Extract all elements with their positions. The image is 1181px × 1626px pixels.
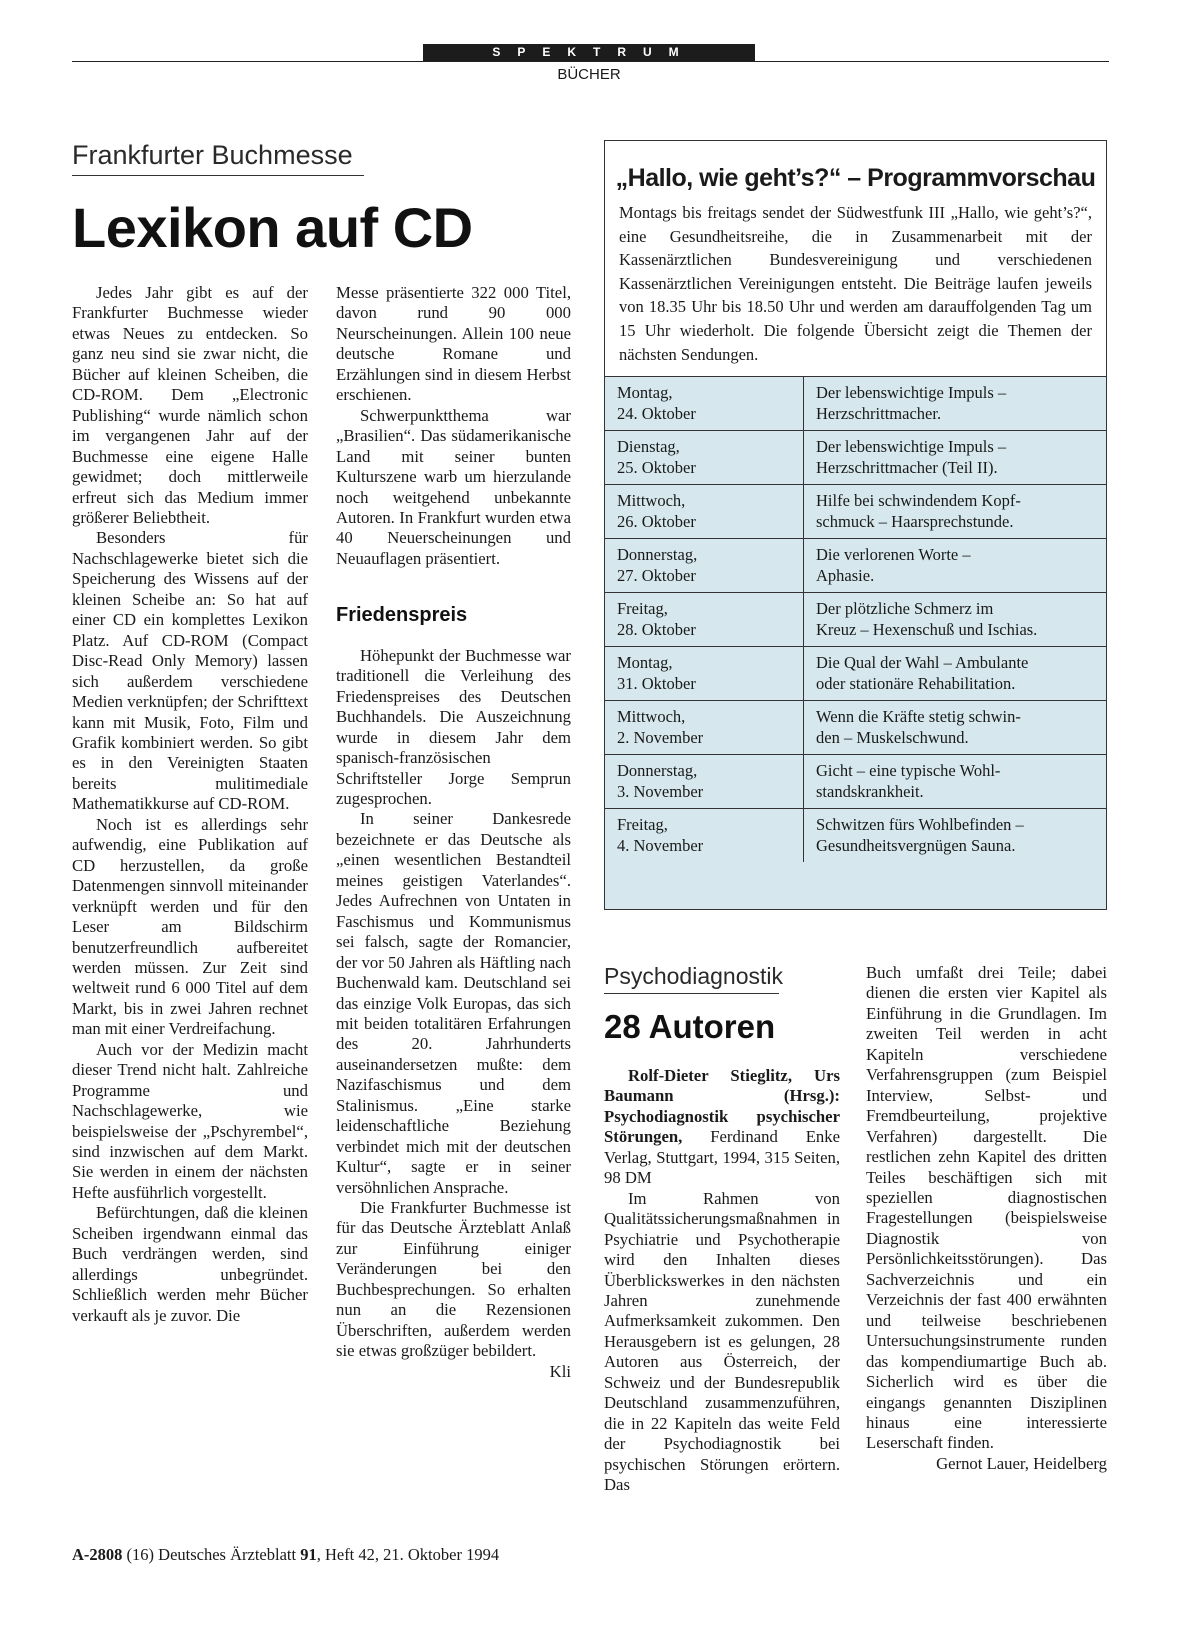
program-topic-line: Der lebenswichtige Impuls – [816, 437, 1007, 457]
program-box-title: „Hallo, wie geht’s?“ – Programmvorschau [615, 164, 1096, 192]
program-box-intro: Montags bis freitags sendet der Südwestfunk III „Hallo, wie geht’s?“, eine Gesundheitsreihe, die in Zusammenarbeit mit der Kassenärztlichen Bundesvereinigung und verschiedenen Kassenärztlichen Vereinigungen entsteht. Die Beiträge laufen jeweils von 18.35 Uhr bis 18.50 Uhr und werden am darauffolgenden Tag um 15 Uhr wiederholt. Die folgende Übersicht zeigt die Themen der nächsten Sendungen. [619, 203, 1092, 364]
program-date: 25. Oktober [617, 457, 696, 477]
program-date-cell [605, 593, 804, 647]
program-topic-cell [804, 431, 1107, 485]
program-topic-line: Gicht – eine typische Wohl- [816, 761, 1001, 781]
program-row [605, 539, 1106, 593]
program-topic-line: oder stationäre Rehabilitation. [816, 673, 1016, 693]
program-topic-line: den – Muskelschwund. [816, 727, 969, 747]
footer-issue-post: , Heft 42, 21. Oktober 1994 [316, 1545, 500, 1564]
program-row [605, 647, 1106, 701]
program-topic-cell [804, 701, 1107, 755]
paragraph: Noch ist es allerdings sehr aufwendig, eine Publikation auf CD herzustellen, da große Datenmengen sinnvoll miteinander verknüpft werden und für den Leser am Bildschirm benutzerfreundlich aufbereitet werden müssen. Zur Zeit sind weltweit rund 6 000 Titel auf dem Markt, bis in zwei Jahren rechnet man mit einer Verdreifachung. [72, 814, 308, 1039]
program-topic-cell [804, 539, 1107, 593]
program-topic-line: Herzschrittmacher (Teil II). [816, 457, 998, 477]
program-date-cell [605, 377, 804, 431]
program-topic-line: standskrankheit. [816, 781, 924, 801]
program-row [605, 431, 1106, 485]
program-topic-line: Gesundheitsvergnügen Sauna. [816, 835, 1016, 855]
program-topic-line: Die verlorenen Worte – [816, 545, 971, 565]
program-topic-line: Kreuz – Hexenschuß und Ischias. [816, 619, 1038, 639]
program-topic-line: schmuck – Haarsprechstunde. [816, 511, 1014, 531]
paragraph: Auch vor der Medizin macht dieser Trend nicht halt. Zahlreiche Programme und Nachschlagewerke, wie beispielsweise der „Pschyrembel“, sind inzwischen auf dem Markt. Sie werden in einem der nächsten Hefte ausführlich vorgestellt. [72, 1039, 308, 1202]
page-footer [72, 1545, 499, 1565]
program-topic-line: Aphasie. [816, 565, 875, 585]
program-row [605, 593, 1106, 647]
paragraph: Besonders für Nachschlagewerke bietet sich die Speicherung des Wissens auf der kleinen Scheibe an: So hat auf einer CD ein komplettes Lexikon Platz. Auf CD-ROM (Compact Disc-Read Only Memory) lassen sich außerdem verschiedene Medien verknüpfen; der Schrifttext kann mit Musik, Foto, Film und Grafik kombiniert werden. So gibt es in den Vereinigten Staaten bereits mulitimediale Mathematikkurse auf CD-ROM. [72, 528, 308, 814]
footer-issue-pre: (16) Deutsches Ärzteblatt [122, 1545, 301, 1564]
program-weekday: Montag, [617, 653, 673, 673]
program-weekday: Freitag, [617, 599, 668, 619]
program-date-cell [605, 647, 804, 701]
program-topic-line: Die Qual der Wahl – Ambulante [816, 653, 1029, 673]
program-date: 31. Oktober [617, 673, 696, 693]
program-topic-line: Hilfe bei schwindendem Kopf- [816, 491, 1021, 511]
program-date-cell [605, 431, 804, 485]
program-preview-box [604, 140, 1107, 910]
program-date: 2. November [617, 727, 704, 747]
article-headline: Lexikon auf CD [72, 196, 473, 259]
program-topic-cell [804, 755, 1107, 809]
paragraph: Jedes Jahr gibt es auf der Frankfurter Buchmesse wieder etwas Neues zu entdecken. So ganz neu sind sie zwar nicht, die Bücher auf kleinen Scheiben, die CD-ROM. Dem „Electronic Publishing“ wurde nämlich schon im vergangenen Jahr auf der Buchmesse eine eigene Halle gewidmet; doch mittlerweile erfreut sich das Medium immer größerer Beliebtheit. [72, 283, 308, 527]
program-date: 24. Oktober [617, 403, 696, 423]
review-signature: Gernot Lauer, Heidelberg [936, 1453, 1107, 1473]
program-weekday: Mittwoch, [617, 707, 686, 727]
program-topic-line: Der lebenswichtige Impuls – [816, 383, 1007, 403]
paragraph: Buch umfaßt drei Teile; dabei dienen die ersten vier Kapitel als Einführung in die Grundlagen. Im zweiten Teil werden in acht Kapiteln verschiedene Verfahrensgruppen (zum Beispiel Interview, Selbst- und Fremdbeurteilung, projektive Verfahren) dargestellt. Die restlichen zehn Kapitel des dritten Teiles beschäftigen sich mit speziellen diagnostischen Fragestellungen (beispielsweise Diagnostik von Persönlichkeitsstörungen). Das Sachverzeichnis und ein Verzeichnis der fast 400 erwähnten und teilweise beschriebenen Untersuchungsinstrumente runden das kompendiumartige Buch ab. Sicherlich wird es über die eingangs genannten Disziplinen hinaus eine interessierte Leserschaft finden. [866, 963, 1107, 1453]
program-box-header [605, 141, 1106, 377]
review-column-1 [604, 1066, 840, 1496]
program-row [605, 377, 1106, 431]
book-byline [604, 1066, 840, 1189]
section-label: SPEKTRUM [423, 44, 755, 61]
program-date: 28. Oktober [617, 619, 696, 639]
program-topic-cell [804, 377, 1107, 431]
program-topic-line: Wenn die Kräfte stetig schwin- [816, 707, 1021, 727]
program-topic-line: Schwitzen fürs Wohlbefinden – [816, 815, 1024, 835]
paragraph: Im Rahmen von Qualitätssicherungsmaßnahmen in Psychiatrie und Psychotherapie wird den Inhalten dieses Überblickswerkes in den nächsten Jahren zunehmende Aufmerksamkeit zukommen. Den Herausgebern ist es gelungen, 28 Autoren aus Österreich, der Schweiz und der Bundesrepublik Deutschland zusammenzuführen, die in 22 Kapiteln das weite Feld der Psychodiagnostik bei psychischen Störungen erörtern. Das [604, 1188, 840, 1495]
section-subhead: Friedenspreis [336, 604, 468, 627]
program-row [605, 809, 1106, 863]
program-row [605, 485, 1106, 539]
article-column-1 [72, 283, 308, 1326]
footer-volume: 91 [300, 1545, 317, 1564]
page-number: A-2808 [72, 1545, 123, 1564]
program-row [605, 755, 1106, 809]
review-column-2 [866, 963, 1107, 1474]
program-date-cell [605, 539, 804, 593]
paragraph: Messe präsentierte 322 000 Titel, davon rund 90 000 Neurscheinungen. Allein 100 neue deutsche Romane und Erzählungen sind in diesem Herbst erschienen. [336, 283, 571, 405]
paragraph: Höhepunkt der Buchmesse war traditionell die Verleihung des Friedenspreises des Deutschen Buchhandels. Die Auszeichnung wurde in diesem Jahr dem spanisch-französischen Schriftsteller Jorge Semprun zugesprochen. [336, 645, 571, 808]
paragraph: Befürchtungen, daß die kleinen Scheiben irgendwann einmal das Buch verdrängen werden, sind allerdings unbegründet. Schließlich werden mehr Bücher verkauft als je zuvor. Die [72, 1203, 308, 1325]
header-rule [72, 61, 1109, 62]
program-weekday: Mittwoch, [617, 491, 686, 511]
paragraph: In seiner Dankesrede bezeichnete er das Deutsche als „einen wesentlichen Bestandteil meines geistigen Vaterlandes“. Jedes Aufrechnen von Untaten in Faschismus und Kommunismus sei falsch, sagte der Romancier, der vor 50 Jahren als Häftling nach Buchenwald kam. Deutschland sei das einzige Volk Europas, das sich mit beiden totalitären Erfahrungen des 20. Jahrhunderts auseinandersetzen mußte: dem Nazifaschismus und dem Stalinismus. „Eine starke leidenschaftliche Beziehung verbindet mich mit der deutschen Kultur“, sagte er in seiner versöhnlichen Ansprache. [336, 809, 571, 1197]
program-date-cell [605, 701, 804, 755]
program-topic-cell [804, 647, 1107, 701]
program-topic-cell [804, 593, 1107, 647]
program-topic-cell [804, 485, 1107, 539]
program-date-cell [605, 755, 804, 809]
program-row [605, 701, 1106, 755]
program-date-cell [605, 809, 804, 863]
program-date: 26. Oktober [617, 511, 696, 531]
program-weekday: Donnerstag, [617, 545, 698, 565]
program-date: 27. Oktober [617, 565, 696, 585]
subsection-label: BÜCHER [557, 66, 621, 83]
review-headline: 28 Autoren [604, 1008, 776, 1045]
paragraph: Schwerpunktthema war „Brasilien“. Das südamerikanische Land mit seiner bunten Kulturszene warb um hierzulande noch weitgehend unbekannte Autoren. In Frankfurt wurden etwa 40 Neuerscheinungen und Neuauflagen präsentiert. [336, 405, 571, 568]
program-topic-cell [804, 809, 1107, 863]
program-weekday: Dienstag, [617, 437, 680, 457]
paragraph: Die Frankfurter Buchmesse ist für das Deutsche Ärzteblatt Anlaß zur Einführung einiger Veränderungen bei den Buchbesprechungen. So erhalten nun an die Rezensionen Überschriften, außerdem werden sie etwas großzüger bebildert. [336, 1198, 571, 1361]
program-schedule-table [605, 377, 1106, 862]
program-weekday: Donnerstag, [617, 761, 698, 781]
review-kicker: Psychodiagnostik [604, 963, 779, 994]
program-date: 4. November [617, 835, 704, 855]
program-topic-line: Der plötzliche Schmerz im [816, 599, 994, 619]
program-weekday: Montag, [617, 383, 673, 403]
program-date-cell [605, 485, 804, 539]
book-byline-rest: Ferdinand Enke Verlag, Stuttgart, 1994, 315 Seiten, 98 DM [604, 1127, 840, 1188]
book-byline-bold: Rolf-Dieter Stieglitz, Urs Baumann (Hrsg.): Psychodiagnostik psychischer Störungen, [604, 1066, 840, 1147]
program-date: 3. November [617, 781, 704, 801]
program-weekday: Freitag, [617, 815, 668, 835]
author-signature: Kli [549, 1361, 571, 1381]
program-topic-line: Herzschrittmacher. [816, 403, 942, 423]
article-column-2 [336, 283, 571, 1382]
article-kicker: Frankfurter Buchmesse [72, 140, 364, 176]
